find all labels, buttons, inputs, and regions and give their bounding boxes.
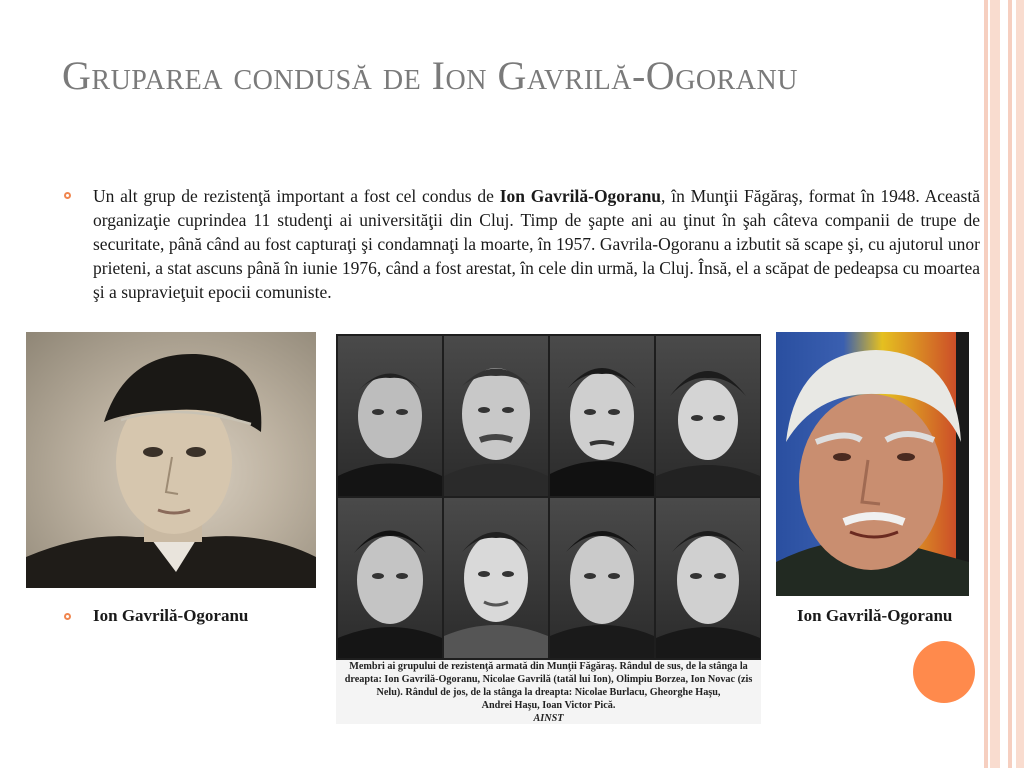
photo-elderly-ogoranu: [776, 332, 969, 596]
photo-resistance-group: [336, 334, 761, 660]
body-paragraph: [93, 184, 980, 304]
group-portrait: [444, 498, 548, 658]
caption-source: AINST: [533, 713, 564, 724]
group-portrait: [656, 336, 760, 496]
portrait-grid: [336, 334, 761, 660]
paragraph-text-start: Un alt grup de rezistenţă important a fost cel condus de: [93, 186, 500, 206]
stripe: [1016, 0, 1024, 768]
photo-young-ogoranu: [26, 332, 316, 588]
group-portrait: [338, 336, 442, 496]
stripe: [1008, 0, 1012, 768]
caption-line: Andrei Haşu, Ioan Victor Pică.: [481, 700, 616, 711]
label-young-ogoranu: Ion Gavrilă-Ogoranu: [93, 606, 249, 625]
group-portrait: [444, 336, 548, 496]
slide-title: Gruparea condusă de Ion Gavrilă-Ogoranu: [62, 53, 798, 98]
bullet-icon: [64, 613, 71, 620]
decorative-circle: [913, 641, 975, 703]
paragraph-text-end: , în Munţii Făgăraş, format în 1948. Această organizaţie cuprindea 11 studenţi ai universităţii din Cluj. Timp de şapte ani au ţinut în şah câteva companii de trupe de securitate, până când au fost capturaţi şi condamnaţi la moarte, în 1957. Gavrila-Ogoranu a izbutit să scape şi, cu ajutorul unor prieteni, a stat ascuns până în iunie 1976, când a fost arestat, în cele din urmă, la Cluj. Însă, el a scăpat de pedeapsa cu moartea şi a supravieţuit epocii comuniste.: [93, 186, 981, 302]
caption-line: dreapta: Ion Gavrilă-Ogoranu, Nicolae Gavrilă (tatăl lui Ion), Olimpiu Borzea, Ion Novac (zis: [344, 674, 753, 685]
group-photo-caption: [336, 660, 761, 724]
group-portrait: [656, 498, 760, 658]
group-portrait: [338, 498, 442, 658]
group-portrait: [550, 336, 654, 496]
bullet-icon: [64, 192, 71, 199]
portrait-young-man: [26, 332, 316, 588]
paragraph-bold-name: Ion Gavrilă-Ogoranu: [499, 186, 662, 206]
decorative-stripes: [980, 0, 1024, 768]
caption-line: Nelu). Rândul de jos, de la stânga la dreapta: Nicolae Burlacu, Gheorghe Haşu,: [376, 687, 721, 698]
stripe: [990, 0, 1000, 768]
stripe: [984, 0, 988, 768]
portrait-elderly-man: [776, 332, 969, 596]
group-portrait: [550, 498, 654, 658]
caption-line: Membri ai grupului de rezistenţă armată din Munţii Făgăraş. Rândul de sus, de la stânga la: [349, 661, 748, 672]
label-elderly-ogoranu: Ion Gavrilă-Ogoranu: [797, 606, 953, 625]
